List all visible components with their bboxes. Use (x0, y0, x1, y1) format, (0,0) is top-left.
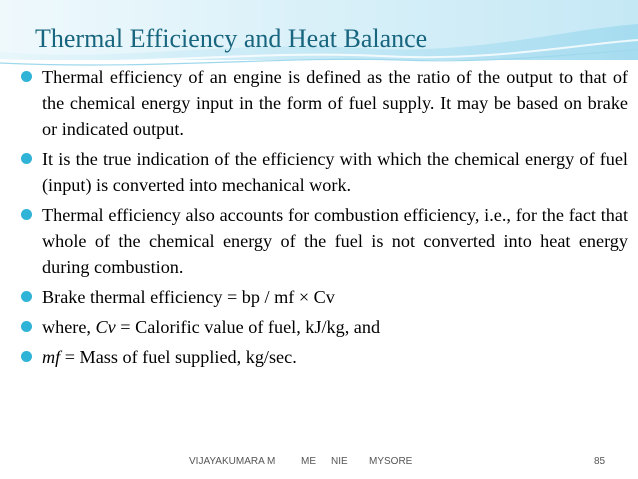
bullet-list (18, 64, 628, 374)
footer-dept: ME (301, 456, 316, 467)
bullet-dot-icon (21, 321, 32, 332)
bullet-text: It is the true indication of the efficiency with which the chemical energy of fuel (input) is converted into mechanical work. (42, 149, 628, 195)
bullet-dot-icon (21, 209, 32, 220)
bullet-item (18, 202, 628, 280)
footer-author: VIJAYAKUMARA M (189, 456, 276, 467)
bullet-dot-icon (21, 153, 32, 164)
bullet-term: mf (42, 347, 61, 367)
bullet-item (18, 284, 628, 310)
bullet-text: = Mass of fuel supplied, kg/sec. (60, 347, 297, 367)
slide-title: Thermal Efficiency and Heat Balance (35, 24, 428, 53)
footer-college: NIE (331, 456, 348, 467)
bullet-text: Brake thermal efficiency = bp / mf × Cv (42, 287, 335, 307)
bullet-text: Thermal efficiency also accounts for combustion efficiency, i.e., for the fact that whole of the chemical energy of the fuel is not converted into heat energy during combustion. (42, 205, 628, 277)
bullet-dot-icon (21, 291, 32, 302)
bullet-dot-icon (21, 71, 32, 82)
bullet-item (18, 146, 628, 198)
bullet-item (18, 64, 628, 142)
bullet-term: Cv (95, 317, 116, 337)
bullet-text: Thermal efficiency of an engine is defined as the ratio of the output to that of the chemical energy input in the form of fuel supply. It may be based on brake or indicated output. (42, 67, 628, 139)
bullet-prefix: where, (42, 317, 96, 337)
bullet-text: = Calorific value of fuel, kJ/kg, and (115, 317, 381, 337)
bullet-dot-icon (21, 351, 32, 362)
bullet-item (18, 314, 628, 340)
bullet-item (18, 344, 628, 370)
footer-city: MYSORE (369, 456, 413, 467)
page-number: 85 (594, 456, 606, 467)
